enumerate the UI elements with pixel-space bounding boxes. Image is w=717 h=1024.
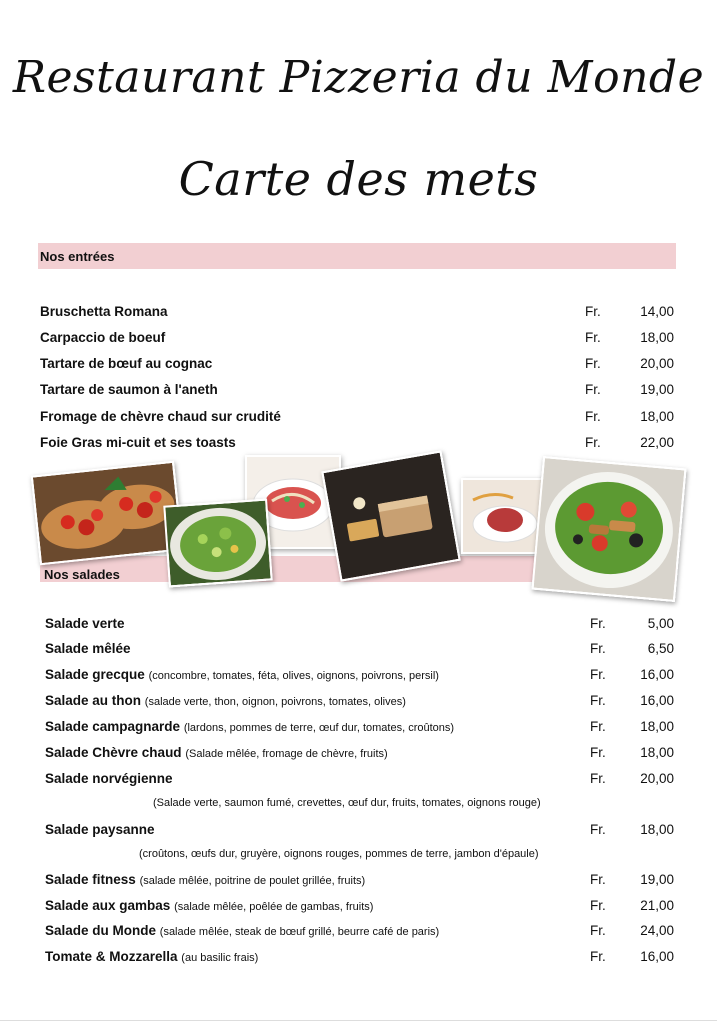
item-name: Salade norvégienne — [45, 771, 173, 786]
item-name: Salade grecque — [45, 667, 145, 682]
mixed-salad-photo — [531, 456, 686, 602]
foie-gras-photo — [321, 450, 461, 581]
item-name: Fromage de chèvre chaud sur crudité — [40, 409, 281, 424]
menu-item — [45, 872, 674, 892]
item-currency: Fr. — [585, 304, 601, 319]
section-title-entrees: Nos entrées — [40, 249, 115, 264]
item-name: Carpaccio de boeuf — [40, 330, 166, 345]
menu-item — [45, 667, 674, 687]
item-price: 18,00 — [640, 409, 674, 424]
green-salad-photo — [163, 498, 272, 587]
item-currency: Fr. — [590, 923, 606, 938]
menu-item — [45, 949, 674, 969]
item-description: (au basilic frais) — [181, 952, 259, 964]
item-currency: Fr. — [590, 771, 606, 786]
item-price: 19,00 — [640, 382, 674, 397]
item-price: 16,00 — [640, 693, 674, 708]
item-currency: Fr. — [590, 872, 606, 887]
item-description: (salade verte, thon, oignon, poivrons, tomates, olives) — [144, 696, 406, 708]
restaurant-title: Restaurant Pizzeria du Monde — [12, 52, 705, 103]
item-price: 16,00 — [640, 949, 674, 964]
menu-item — [45, 898, 674, 918]
item-name: Salade fitness — [45, 872, 136, 887]
menu-item — [45, 641, 674, 661]
item-name: Salade verte — [45, 616, 125, 631]
item-price: 5,00 — [647, 616, 674, 631]
item-price: 18,00 — [640, 330, 674, 345]
item-currency: Fr. — [590, 719, 606, 734]
menu-item — [40, 330, 674, 350]
item-currency: Fr. — [590, 616, 606, 631]
item-description: (croûtons, œufs dur, gruyère, oignons rouges, pommes de terre, jambon d'épaule) — [139, 848, 539, 860]
menu-item — [45, 771, 674, 791]
section-band-entrees — [38, 243, 676, 269]
item-description: (concombre, tomates, féta, olives, oignons, poivrons, persil) — [148, 670, 439, 682]
menu-item — [45, 745, 674, 765]
menu-item — [45, 693, 674, 713]
item-currency: Fr. — [585, 382, 601, 397]
item-price: 22,00 — [640, 435, 674, 450]
item-currency: Fr. — [585, 435, 601, 450]
menu-item — [45, 822, 674, 842]
item-currency: Fr. — [590, 667, 606, 682]
menu-item — [45, 719, 674, 739]
item-price: 19,00 — [640, 872, 674, 887]
item-description: (Salade verte, saumon fumé, crevettes, œuf dur, fruits, tomates, oignons rouge) — [153, 797, 541, 809]
page-bottom-divider — [0, 1020, 717, 1021]
item-description: (salade mêlée, steak de bœuf grillé, beurre café de paris) — [159, 926, 440, 938]
item-currency: Fr. — [585, 356, 601, 371]
item-price: 20,00 — [640, 771, 674, 786]
menu-item — [45, 923, 674, 943]
tartare-photo — [461, 478, 547, 554]
item-name: Salade aux gambas — [45, 898, 171, 913]
item-name: Tartare de saumon à l'aneth — [40, 382, 218, 397]
item-description: (salade mêlée, poêlée de gambas, fruits) — [174, 901, 374, 913]
menu-item — [40, 409, 674, 429]
item-name: Bruschetta Romana — [40, 304, 168, 319]
menu-subtitle: Carte des mets — [178, 152, 539, 206]
item-currency: Fr. — [590, 949, 606, 964]
item-price: 20,00 — [640, 356, 674, 371]
item-name: Salade au thon — [45, 693, 142, 708]
item-description: (salade mêlée, poitrine de poulet grillée, fruits) — [139, 875, 366, 887]
item-description: (lardons, pommes de terre, œuf dur, tomates, croûtons) — [183, 722, 455, 734]
item-name: Salade du Monde — [45, 923, 157, 938]
item-name: Salade Chèvre chaud — [45, 745, 182, 760]
item-name: Salade campagnarde — [45, 719, 181, 734]
item-price: 21,00 — [640, 898, 674, 913]
item-price: 6,50 — [647, 641, 674, 656]
item-price: 18,00 — [640, 745, 674, 760]
menu-item — [45, 616, 674, 636]
item-currency: Fr. — [590, 822, 606, 837]
item-price: 18,00 — [640, 719, 674, 734]
item-price: 16,00 — [640, 667, 674, 682]
item-price: 14,00 — [640, 304, 674, 319]
menu-item — [40, 435, 674, 455]
item-price: 24,00 — [640, 923, 674, 938]
item-name: Tartare de bœuf au cognac — [40, 356, 213, 371]
menu-item — [40, 356, 674, 376]
item-currency: Fr. — [590, 745, 606, 760]
section-title-salades: Nos salades — [44, 567, 120, 582]
item-name: Foie Gras mi-cuit et ses toasts — [40, 435, 236, 450]
item-currency: Fr. — [585, 330, 601, 345]
item-price: 18,00 — [640, 822, 674, 837]
item-name: Salade paysanne — [45, 822, 155, 837]
menu-item — [40, 382, 674, 402]
item-description: (Salade mêlée, fromage de chèvre, fruits) — [185, 748, 388, 760]
bruschetta-photo — [31, 461, 184, 566]
item-currency: Fr. — [585, 409, 601, 424]
item-currency: Fr. — [590, 693, 606, 708]
item-name: Tomate & Mozzarella — [45, 949, 178, 964]
item-currency: Fr. — [590, 641, 606, 656]
item-name: Salade mêlée — [45, 641, 131, 656]
menu-item — [40, 304, 674, 324]
item-currency: Fr. — [590, 898, 606, 913]
